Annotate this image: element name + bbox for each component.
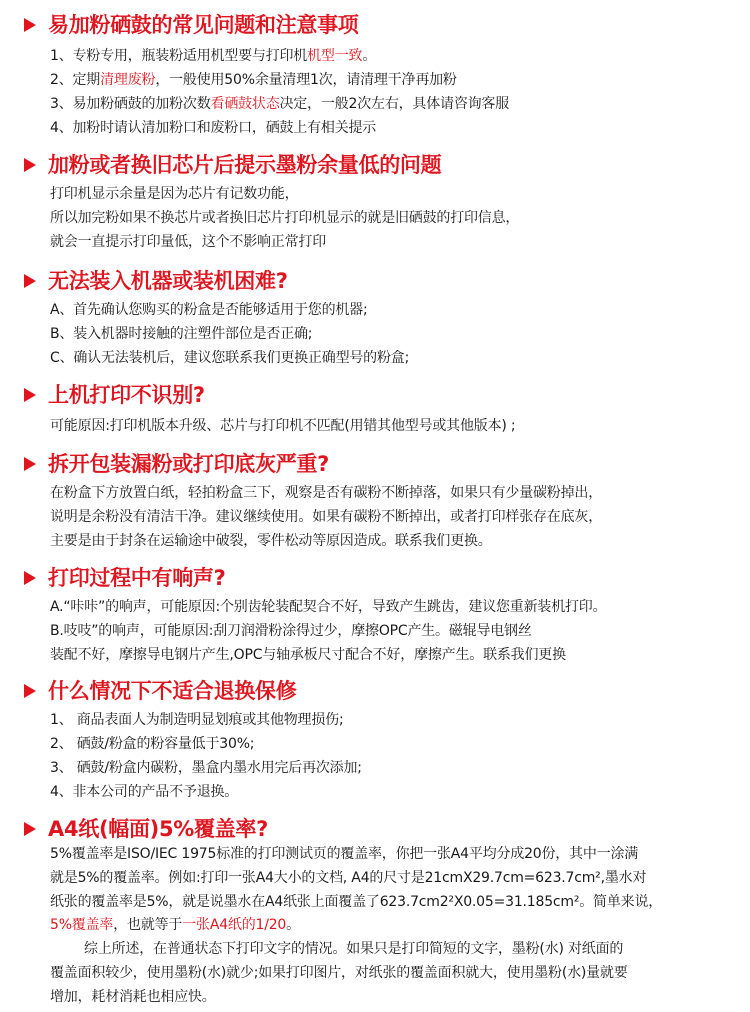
text: 装配不好，摩擦导电钢片产生,OPC与轴承板尺寸配合不好，摩擦产生。联系我们更换: [50, 647, 566, 663]
section-a4-coverage: [0, 814, 750, 1005]
section-heading: [0, 150, 750, 180]
text: 就是5%的覆盖率。例如:打印一张A4大小的文档, A4的尺寸是21cmX29.7cm=623.7cm²,墨水对: [50, 870, 647, 886]
text: 2、定期: [50, 72, 101, 88]
text: B、装入机器时接触的注塑件部位是否正确;: [50, 326, 313, 342]
section-heading: [0, 266, 750, 296]
text: ，一般使用50%余量清理1次，请清理干净再加粉: [155, 72, 457, 88]
list-item: [50, 348, 409, 368]
text: 。: [362, 48, 377, 64]
paragraph-line: [50, 483, 602, 503]
paragraph-line: [50, 892, 662, 912]
triangle-right-icon: [24, 684, 36, 698]
section-title: 加粉或者换旧芯片后提示墨粉余量低的问题: [48, 153, 442, 177]
list-item: [50, 710, 343, 730]
section-title: 什么情况下不适合退换保修: [48, 679, 297, 703]
text: 所以加完粉如果不换芯片或者换旧芯片打印机显示的就是旧硒鼓的打印信息，: [50, 210, 520, 226]
paragraph-line: [50, 597, 606, 617]
section-title: 易加粉硒鼓的常见问题和注意事项: [48, 13, 359, 37]
triangle-right-icon: [24, 158, 36, 172]
paragraph-line: [50, 507, 602, 527]
paragraph-line: [50, 868, 646, 888]
text: 覆盖面积较少，使用墨粉(水)就少;如果打印图片，对纸张的覆盖面积就大，使用墨粉(水)量就要: [50, 965, 628, 981]
section-heading: [0, 676, 750, 706]
triangle-right-icon: [24, 822, 36, 836]
triangle-right-icon: [24, 18, 36, 32]
text: 4、非本公司的产品不予退换。: [50, 784, 239, 800]
paragraph-line: [50, 621, 532, 641]
text: 综上所述，在普通状态下打印文字的情况。如果只是打印简短的文字，墨粉(水) 对纸面的: [84, 941, 624, 957]
section-title: 上机打印不识别?: [48, 383, 205, 407]
section-heading: [0, 814, 750, 844]
text: 。: [286, 917, 300, 933]
text: A.“咔咔”的响声，可能原因:个别齿轮装配契合不好，导致产生跳齿，建议您重新装机打印。: [50, 599, 607, 615]
list-item: [50, 324, 312, 344]
paragraph-line: [50, 939, 623, 959]
list-item: [50, 46, 376, 66]
list-item: [50, 758, 362, 778]
triangle-right-icon: [24, 388, 36, 402]
highlight-text: 5%覆盖率: [50, 917, 114, 933]
highlight-text: 清理废粉: [100, 72, 156, 88]
highlight-text: 看硒鼓状态: [210, 96, 280, 112]
list-item: [50, 118, 376, 138]
text: 1、专粉专用，瓶装粉适用机型要与打印机: [50, 48, 308, 64]
section-heading: [0, 380, 750, 410]
text: 2、 硒鼓/粉盒的粉容量低于30%;: [50, 736, 255, 752]
paragraph-line: [50, 416, 515, 436]
triangle-right-icon: [24, 457, 36, 471]
text: 3、 硒鼓/粉盒内碳粉，墨盒内墨水用完后再次添加;: [50, 760, 362, 776]
text: 4、加粉时请认清加粉口和废粉口，硒鼓上有相关提示: [50, 120, 377, 136]
text: 打印机显示余量是因为芯片有记数功能，: [50, 186, 299, 202]
section-title: A4纸(幅面)5%覆盖率?: [48, 817, 268, 841]
section-toner-leak: [0, 449, 750, 549]
text: 5%覆盖率是ISO/IEC 1975标准的打印测试页的覆盖率，你把一张A4平均分成20份，其中一涂满: [50, 846, 639, 862]
paragraph-line: [50, 184, 298, 204]
text: 就会一直提示打印量低，这个不影响正常打印: [50, 234, 326, 250]
triangle-right-icon: [24, 274, 36, 288]
paragraph-line: [50, 844, 638, 864]
text: B.吱吱”的响声，可能原因:刮刀润滑粉涂得过少，摩擦OPC产生。磁辊导电钢丝: [50, 623, 532, 639]
paragraph-line: [50, 208, 519, 228]
section-heading: [0, 563, 750, 593]
section-title: 打印过程中有响声?: [48, 566, 226, 590]
text: 增加，耗材消耗也相应快。: [50, 989, 216, 1005]
text: C、确认无法装机后，建议您联系我们更换正确型号的粉盒;: [50, 350, 410, 366]
text: 说明是余粉没有清洁干净。建议继续使用。如果有碳粉不断掉出，或者打印样张存在底灰，: [50, 509, 602, 525]
highlight-text: 一张A4纸的1/20: [182, 917, 287, 933]
section-heading: [0, 449, 750, 479]
text: 主要是由于封条在运输途中破裂，零件松动等原因造成。联系我们更换。: [50, 533, 492, 549]
text: 决定，一般2次左右，具体请咨询客服: [279, 96, 510, 112]
section-printing-noise: [0, 563, 750, 663]
text: 在粉盒下方放置白纸，轻拍粉盒三下，观察是否有碳粉不断掉落，如果只有少量碳粉掉出，: [50, 485, 602, 501]
text: 3、易加粉硒鼓的加粉次数: [50, 96, 211, 112]
text: A、首先确认您购买的粉盒是否能够适用于您的机器;: [50, 302, 368, 318]
highlight-text: 机型一致: [307, 48, 363, 64]
list-item: [50, 300, 368, 320]
list-item: [50, 734, 254, 754]
list-item: [50, 782, 238, 802]
paragraph-line: [50, 232, 326, 252]
section-heading: [0, 10, 750, 40]
paragraph-line: [50, 963, 628, 983]
list-item: [50, 94, 509, 114]
paragraph-line: [50, 531, 492, 551]
section-no-return: [0, 676, 750, 800]
section-title: 无法装入机器或装机困难?: [48, 269, 288, 293]
text: 纸张的覆盖率是5%，就是说墨水在A4纸张上面覆盖了623.7cm2²X0.05=31.185cm²。简单来说，: [50, 894, 663, 910]
text: 可能原因:打印机版本升级、芯片与打印机不匹配(用错其他型号或其他版本) ;: [50, 418, 516, 434]
text: ，也就等于: [113, 917, 183, 933]
triangle-right-icon: [24, 571, 36, 585]
text: 1、 商品表面人为制造明显划痕或其他物理损伤;: [50, 712, 344, 728]
section-title: 拆开包装漏粉或打印底灰严重?: [48, 452, 329, 476]
section-common-issues: [0, 10, 750, 136]
paragraph-line: [50, 915, 300, 935]
paragraph-line: [50, 645, 566, 665]
list-item: [50, 70, 457, 90]
section-not-recognized: [0, 380, 750, 434]
paragraph-line: [50, 987, 216, 1007]
section-low-toner-warning: [0, 150, 750, 250]
section-install-difficulty: [0, 266, 750, 366]
